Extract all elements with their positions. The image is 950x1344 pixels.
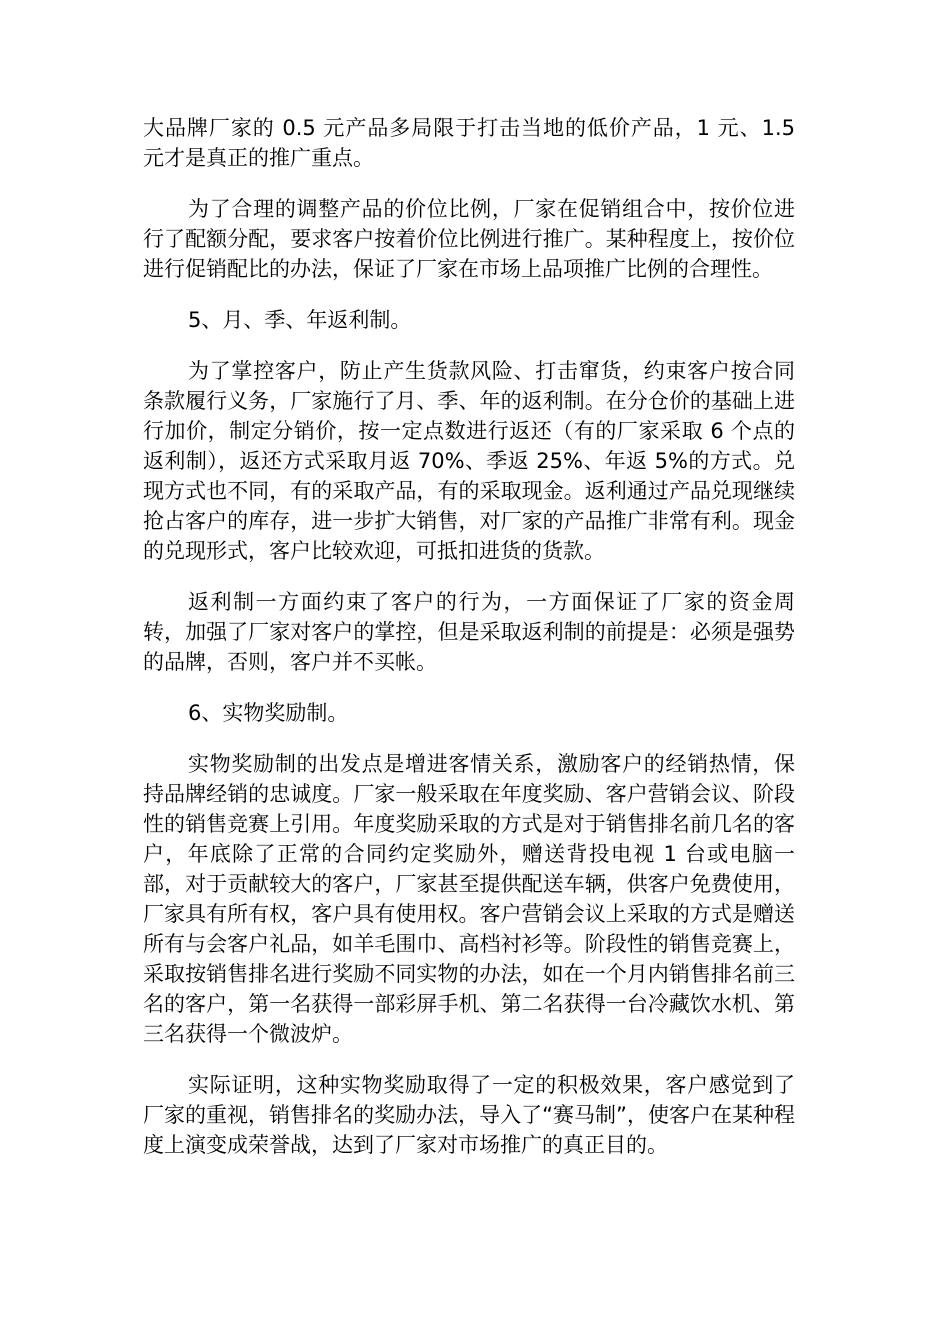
paragraph-continuation: 大品牌厂家的 0.5 元产品多局限于打击当地的低价产品，1 元、1.5 元才是真正的推广重点。 [143, 116, 795, 170]
section-heading-rebate: 5、月、季、年返利制。 [188, 308, 412, 332]
paragraph-physical-reward-summary: 实际证明，这种实物奖励取得了一定的积极效果，客户感觉到了厂家的重视，销售排名的奖励办法，导入了“赛马制”，使客户在某种程度上演变成荣誉战，达到了厂家对市场推广的真正目的。 [143, 1073, 795, 1157]
section-heading-physical-reward: 6、实物奖励制。 [188, 701, 349, 725]
paragraph-rebate-summary: 返利制一方面约束了客户的行为，一方面保证了厂家的资金周转，加强了厂家对客户的掌控，但是采取返利制的前提是：必须是强势的品牌，否则，客户并不买帐。 [143, 590, 795, 674]
paragraph-rebate-detail: 为了掌控客户，防止产生货款风险、打击窜货，约束客户按合同条款履行义务，厂家施行了月、季、年的返利制。在分仓价的基础上进行加价，制定分销价，按一定点数进行返还（有的厂家采取 6 个点的返利制），返还方式采取月返 70%、季返 25%、年返 5%的方式。兑现方式也不同，有的采取产品，有的采取现金。返利通过产品兑现继续抢占客户的库存，进一步扩大销售，对厂家的产品推广非常有利。现金的兑现形式，客户比较欢迎，可抵扣进货的货款。 [143, 359, 795, 563]
document-page [143, 113, 795, 1181]
paragraph-physical-reward-detail: 实物奖励制的出发点是增进客情关系，激励客户的经销热情，保持品牌经销的忠诚度。厂家一般采取在年度奖励、客户营销会议、阶段性的销售竞赛上引用。年度奖励采取的方式是对于销售排名前几名的客户，年底除了正常的合同约定奖励外，赠送背投电视 1 台或电脑一部，对于贡献较大的客户，厂家甚至提供配送车辆，供客户免费使用，厂家具有所有权，客户具有使用权。客户营销会议上采取的方式是赠送所有与会客户礼品，如羊毛围巾、高档衬衫等。阶段性的销售竞赛上，采取按销售排名进行奖励不同实物的办法，如在一个月内销售排名前三名的客户，第一名获得一部彩屏手机、第二名获得一台冷藏饮水机、第三名获得一个微波炉。 [143, 752, 795, 1046]
paragraph-price-ratio: 为了合理的调整产品的价位比例，厂家在促销组合中，按价位进行了配额分配，要求客户按着价位比例进行推广。某种程度上，按价位进行促销配比的办法，保证了厂家在市场上品项推广比例的合理性。 [143, 197, 795, 281]
